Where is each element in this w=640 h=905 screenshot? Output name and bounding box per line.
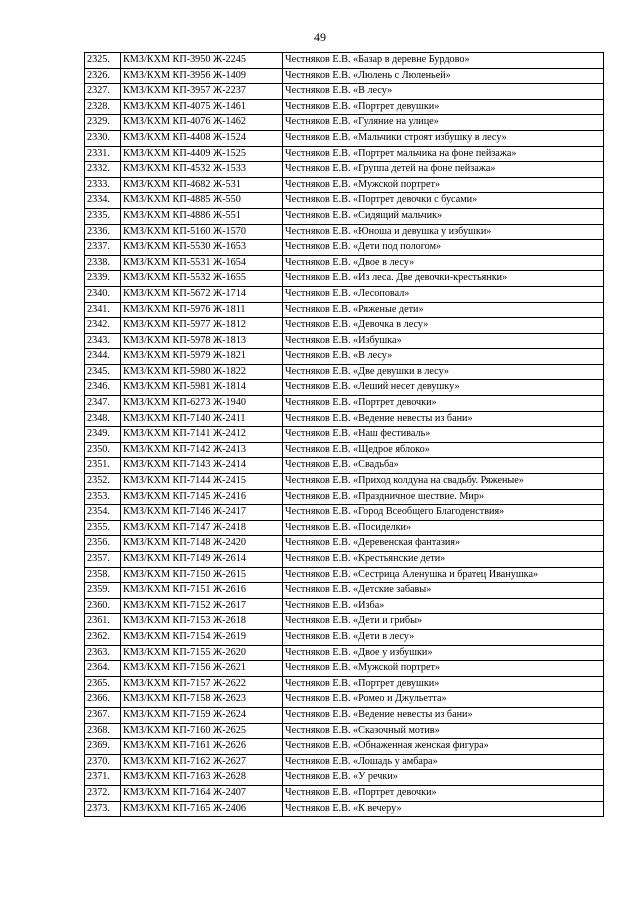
row-number: 2340. (85, 286, 121, 302)
artwork-title: Честняков Е.В. «Щедрое яблоко» (283, 442, 604, 458)
row-number: 2368. (85, 723, 121, 739)
row-number: 2367. (85, 707, 121, 723)
artwork-title: Честняков Е.В. «У речки» (283, 770, 604, 786)
inventory-code: КМЗ/КХМ КП-7150 Ж-2615 (121, 567, 283, 583)
inventory-code: КМЗ/КХМ КП-7162 Ж-2627 (121, 754, 283, 770)
row-number: 2350. (85, 442, 121, 458)
artwork-title: Честняков Е.В. «Портрет мальчика на фоне пейзажа» (283, 146, 604, 162)
inventory-code: КМЗ/КХМ КП-7152 Ж-2617 (121, 598, 283, 614)
row-number: 2338. (85, 255, 121, 271)
row-number: 2362. (85, 629, 121, 645)
row-number: 2373. (85, 801, 121, 817)
inventory-code: КМЗ/КХМ КП-7141 Ж-2412 (121, 427, 283, 443)
table-row (85, 53, 604, 69)
row-number: 2326. (85, 68, 121, 84)
row-number: 2342. (85, 318, 121, 334)
inventory-code: КМЗ/КХМ КП-5160 Ж-1570 (121, 224, 283, 240)
artwork-title: Честняков Е.В. «Лошадь у амбара» (283, 754, 604, 770)
artwork-title: Честняков Е.В. «Дети и грибы» (283, 614, 604, 630)
row-number: 2372. (85, 785, 121, 801)
table-row (85, 240, 604, 256)
row-number: 2365. (85, 676, 121, 692)
table-row (85, 785, 604, 801)
artwork-title: Честняков Е.В. «Ведение невесты из бани» (283, 707, 604, 723)
table-row (85, 286, 604, 302)
artwork-title: Честняков Е.В. «Портрет девушки» (283, 99, 604, 115)
inventory-code: КМЗ/КХМ КП-7159 Ж-2624 (121, 707, 283, 723)
row-number: 2346. (85, 380, 121, 396)
artwork-title: Честняков Е.В. «Детские забавы» (283, 583, 604, 599)
inventory-code: КМЗ/КХМ КП-4075 Ж-1461 (121, 99, 283, 115)
artwork-title: Честняков Е.В. «Группа детей на фоне пейзажа» (283, 162, 604, 178)
inventory-code: КМЗ/КХМ КП-7151 Ж-2616 (121, 583, 283, 599)
inventory-code: КМЗ/КХМ КП-7147 Ж-2418 (121, 520, 283, 536)
artwork-title: Честняков Е.В. «Мальчики строят избушку в лесу» (283, 130, 604, 146)
table-row (85, 271, 604, 287)
table-row (85, 396, 604, 412)
artwork-title: Честняков Е.В. «Гуляние на улице» (283, 115, 604, 131)
artwork-title: Честняков Е.В. «Деревенская фантазия» (283, 536, 604, 552)
table-row (85, 380, 604, 396)
row-number: 2345. (85, 364, 121, 380)
artwork-title: Честняков Е.В. «Свадьба» (283, 458, 604, 474)
row-number: 2349. (85, 427, 121, 443)
row-number: 2332. (85, 162, 121, 178)
artwork-title: Честняков Е.В. «В лесу» (283, 84, 604, 100)
inventory-code: КМЗ/КХМ КП-7156 Ж-2621 (121, 661, 283, 677)
table-row (85, 801, 604, 817)
inventory-code: КМЗ/КХМ КП-7142 Ж-2413 (121, 442, 283, 458)
artwork-title: Честняков Е.В. «Лесоповал» (283, 286, 604, 302)
inventory-code: КМЗ/КХМ КП-7145 Ж-2416 (121, 489, 283, 505)
row-number: 2354. (85, 505, 121, 521)
artwork-title: Честняков Е.В. «Двое у избушки» (283, 645, 604, 661)
row-number: 2357. (85, 552, 121, 568)
row-number: 2353. (85, 489, 121, 505)
row-number: 2366. (85, 692, 121, 708)
inventory-code: КМЗ/КХМ КП-4532 Ж-1533 (121, 162, 283, 178)
table-row (85, 208, 604, 224)
row-number: 2352. (85, 474, 121, 490)
table-row (85, 598, 604, 614)
artwork-title: Честняков Е.В. «Дети в лесу» (283, 629, 604, 645)
inventory-code: КМЗ/КХМ КП-3957 Ж-2237 (121, 84, 283, 100)
artwork-title: Честняков Е.В. «Базар в деревне Бурдово» (283, 53, 604, 69)
table-row (85, 629, 604, 645)
table-row (85, 99, 604, 115)
artwork-title: Честняков Е.В. «Портрет девочки» (283, 396, 604, 412)
inventory-code: КМЗ/КХМ КП-5978 Ж-1813 (121, 333, 283, 349)
artwork-title: Честняков Е.В. «Две девушки в лесу» (283, 364, 604, 380)
inventory-code: КМЗ/КХМ КП-5531 Ж-1654 (121, 255, 283, 271)
row-number: 2364. (85, 661, 121, 677)
table-row (85, 692, 604, 708)
row-number: 2327. (85, 84, 121, 100)
artwork-title: Честняков Е.В. «Мужской портрет» (283, 177, 604, 193)
inventory-code: КМЗ/КХМ КП-3950 Ж-2245 (121, 53, 283, 69)
table-row (85, 177, 604, 193)
inventory-code: КМЗ/КХМ КП-7146 Ж-2417 (121, 505, 283, 521)
artwork-title: Честняков Е.В. «Сестрица Аленушка и братец Иванушка» (283, 567, 604, 583)
inventory-code: КМЗ/КХМ КП-3956 Ж-1409 (121, 68, 283, 84)
row-number: 2337. (85, 240, 121, 256)
table-row (85, 614, 604, 630)
row-number: 2335. (85, 208, 121, 224)
artwork-title: Честняков Е.В. «Девочка в лесу» (283, 318, 604, 334)
artwork-title: Честняков Е.В. «Дети под пологом» (283, 240, 604, 256)
artwork-title: Честняков Е.В. «В лесу» (283, 349, 604, 365)
row-number: 2339. (85, 271, 121, 287)
inventory-code: КМЗ/КХМ КП-7148 Ж-2420 (121, 536, 283, 552)
artwork-title: Честняков Е.В. «Портрет девочки» (283, 785, 604, 801)
row-number: 2351. (85, 458, 121, 474)
table-row (85, 552, 604, 568)
table-row (85, 162, 604, 178)
inventory-code: КМЗ/КХМ КП-7158 Ж-2623 (121, 692, 283, 708)
inventory-code: КМЗ/КХМ КП-7157 Ж-2622 (121, 676, 283, 692)
artwork-title: Честняков Е.В. «Двое в лесу» (283, 255, 604, 271)
artwork-title: Честняков Е.В. «Ряженые дети» (283, 302, 604, 318)
table-row (85, 115, 604, 131)
inventory-code: КМЗ/КХМ КП-7160 Ж-2625 (121, 723, 283, 739)
inventory-code: КМЗ/КХМ КП-7154 Ж-2619 (121, 629, 283, 645)
inventory-code: КМЗ/КХМ КП-5981 Ж-1814 (121, 380, 283, 396)
row-number: 2363. (85, 645, 121, 661)
inventory-code: КМЗ/КХМ КП-5532 Ж-1655 (121, 271, 283, 287)
table-row (85, 427, 604, 443)
table-row (85, 146, 604, 162)
table-row (85, 505, 604, 521)
table-row (85, 754, 604, 770)
row-number: 2341. (85, 302, 121, 318)
artwork-title: Честняков Е.В. «Сидящий мальчик» (283, 208, 604, 224)
artwork-title: Честняков Е.В. «Сказочный мотив» (283, 723, 604, 739)
inventory-code: КМЗ/КХМ КП-7165 Ж-2406 (121, 801, 283, 817)
inventory-code: КМЗ/КХМ КП-4408 Ж-1524 (121, 130, 283, 146)
row-number: 2329. (85, 115, 121, 131)
table-row (85, 723, 604, 739)
artwork-title: Честняков Е.В. «Посиделки» (283, 520, 604, 536)
table-row (85, 567, 604, 583)
table-row (85, 645, 604, 661)
artwork-title: Честняков Е.В. «Приход колдуна на свадьбу. Ряженые» (283, 474, 604, 490)
artwork-title: Честняков Е.В. «Портрет девушки» (283, 676, 604, 692)
inventory-code: КМЗ/КХМ КП-6273 Ж-1940 (121, 396, 283, 412)
table-row (85, 676, 604, 692)
inventory-code: КМЗ/КХМ КП-7163 Ж-2628 (121, 770, 283, 786)
artwork-title: Честняков Е.В. «Юноша и девушка у избушки» (283, 224, 604, 240)
table-row (85, 318, 604, 334)
inventory-code: КМЗ/КХМ КП-7143 Ж-2414 (121, 458, 283, 474)
artwork-title: Честняков Е.В. «Крестьянские дети» (283, 552, 604, 568)
row-number: 2325. (85, 53, 121, 69)
artwork-title: Честняков Е.В. «Наш фестиваль» (283, 427, 604, 443)
row-number: 2347. (85, 396, 121, 412)
inventory-code: КМЗ/КХМ КП-5977 Ж-1812 (121, 318, 283, 334)
table-row (85, 364, 604, 380)
artwork-title: Честняков Е.В. «Из леса. Две девочки-крестьянки» (283, 271, 604, 287)
row-number: 2333. (85, 177, 121, 193)
inventory-code: КМЗ/КХМ КП-5979 Ж-1821 (121, 349, 283, 365)
artwork-title: Честняков Е.В. «К вечеру» (283, 801, 604, 817)
inventory-code: КМЗ/КХМ КП-4682 Ж-531 (121, 177, 283, 193)
table-row (85, 333, 604, 349)
inventory-code: КМЗ/КХМ КП-4885 Ж-550 (121, 193, 283, 209)
inventory-code: КМЗ/КХМ КП-7144 Ж-2415 (121, 474, 283, 490)
table-row (85, 474, 604, 490)
registry-table-body (85, 53, 604, 817)
artwork-title: Честняков Е.В. «Изба» (283, 598, 604, 614)
row-number: 2334. (85, 193, 121, 209)
row-number: 2359. (85, 583, 121, 599)
row-number: 2361. (85, 614, 121, 630)
registry-table (84, 52, 604, 817)
row-number: 2343. (85, 333, 121, 349)
page-number: 49 (314, 30, 326, 44)
inventory-code: КМЗ/КХМ КП-4409 Ж-1525 (121, 146, 283, 162)
table-row (85, 770, 604, 786)
artwork-title: Честняков Е.В. «Мужской портрет» (283, 661, 604, 677)
table-row (85, 349, 604, 365)
inventory-code: КМЗ/КХМ КП-5530 Ж-1653 (121, 240, 283, 256)
row-number: 2371. (85, 770, 121, 786)
artwork-title: Честняков Е.В. «Избушка» (283, 333, 604, 349)
row-number: 2360. (85, 598, 121, 614)
row-number: 2369. (85, 739, 121, 755)
inventory-code: КМЗ/КХМ КП-5980 Ж-1822 (121, 364, 283, 380)
row-number: 2358. (85, 567, 121, 583)
inventory-code: КМЗ/КХМ КП-7140 Ж-2411 (121, 411, 283, 427)
row-number: 2330. (85, 130, 121, 146)
inventory-code: КМЗ/КХМ КП-7153 Ж-2618 (121, 614, 283, 630)
inventory-code: КМЗ/КХМ КП-4076 Ж-1462 (121, 115, 283, 131)
row-number: 2370. (85, 754, 121, 770)
inventory-code: КМЗ/КХМ КП-4886 Ж-551 (121, 208, 283, 224)
artwork-title: Честняков Е.В. «Город Всеобщего Благоденствия» (283, 505, 604, 521)
row-number: 2344. (85, 349, 121, 365)
row-number: 2336. (85, 224, 121, 240)
artwork-title: Честняков Е.В. «Ведение невесты из бани» (283, 411, 604, 427)
row-number: 2348. (85, 411, 121, 427)
artwork-title: Честняков Е.В. «Люлень с Люленьей» (283, 68, 604, 84)
row-number: 2355. (85, 520, 121, 536)
artwork-title: Честняков Е.В. «Портрет девочки с бусами» (283, 193, 604, 209)
inventory-code: КМЗ/КХМ КП-7164 Ж-2407 (121, 785, 283, 801)
table-row (85, 536, 604, 552)
inventory-code: КМЗ/КХМ КП-7149 Ж-2614 (121, 552, 283, 568)
table-row (85, 411, 604, 427)
table-row (85, 707, 604, 723)
table-row (85, 520, 604, 536)
table-row (85, 489, 604, 505)
table-row (85, 583, 604, 599)
row-number: 2356. (85, 536, 121, 552)
table-row (85, 130, 604, 146)
table-row (85, 458, 604, 474)
artwork-title: Честняков Е.В. «Леший несет девушку» (283, 380, 604, 396)
inventory-code: КМЗ/КХМ КП-7161 Ж-2626 (121, 739, 283, 755)
row-number: 2331. (85, 146, 121, 162)
table-row (85, 224, 604, 240)
inventory-code: КМЗ/КХМ КП-5672 Ж-1714 (121, 286, 283, 302)
inventory-code: КМЗ/КХМ КП-5976 Ж-1811 (121, 302, 283, 318)
table-row (85, 255, 604, 271)
table-row (85, 68, 604, 84)
table-row (85, 193, 604, 209)
inventory-code: КМЗ/КХМ КП-7155 Ж-2620 (121, 645, 283, 661)
table-row (85, 302, 604, 318)
table-row (85, 739, 604, 755)
table-row (85, 84, 604, 100)
table-row (85, 442, 604, 458)
table-row (85, 661, 604, 677)
row-number: 2328. (85, 99, 121, 115)
artwork-title: Честняков Е.В. «Обнаженная женская фигура» (283, 739, 604, 755)
artwork-title: Честняков Е.В. «Ромео и Джульетта» (283, 692, 604, 708)
artwork-title: Честняков Е.В. «Праздничное шествие. Мир» (283, 489, 604, 505)
